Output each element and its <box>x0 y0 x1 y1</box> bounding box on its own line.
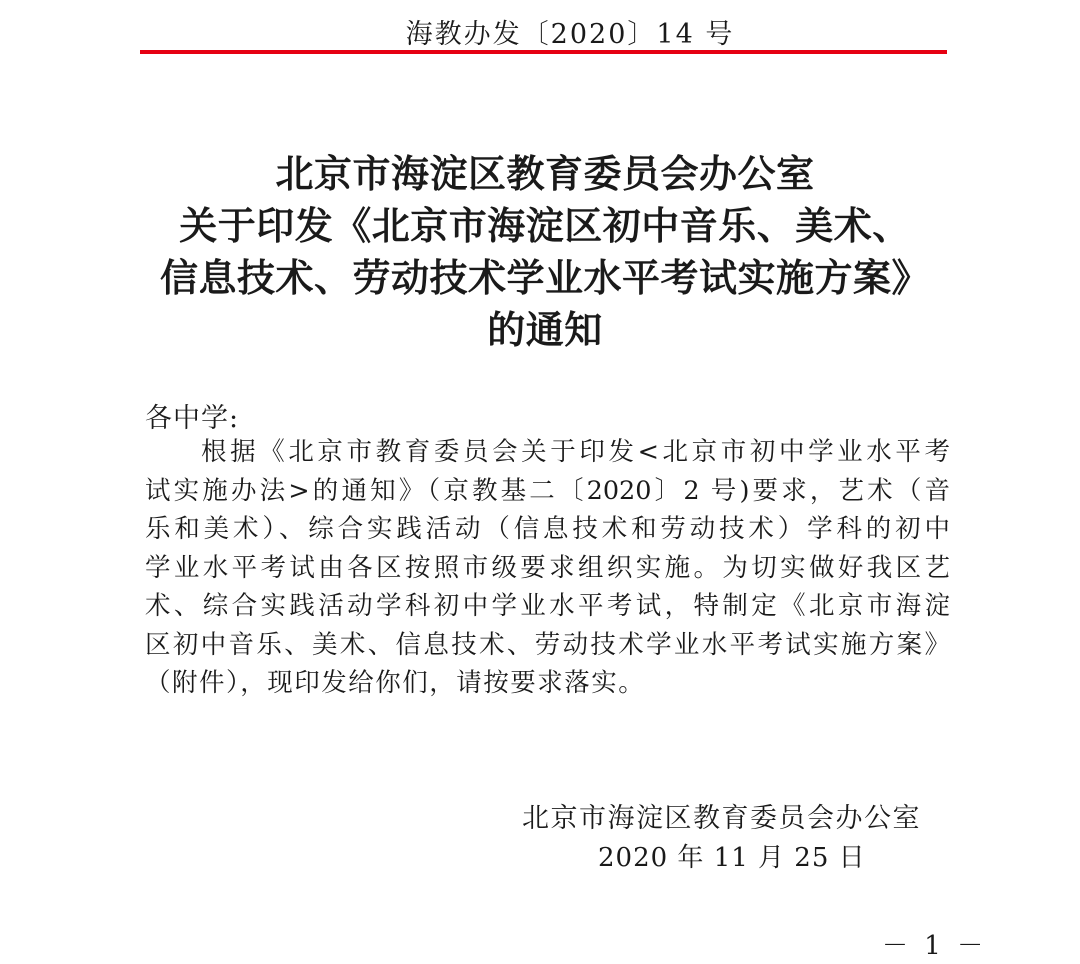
salutation: 各中学: <box>145 403 240 434</box>
document-number: 海教办发〔2020〕14 号 <box>405 19 735 50</box>
body-line: 学业水平考试由各区按照市级要求组织实施。为切实做好我区艺 <box>145 552 950 583</box>
title-line-2: 关于印发《北京市海淀区初中音乐、美术、 <box>179 204 911 248</box>
title-line-3: 信息技术、劳动技术学业水平考试实施方案》 <box>159 256 930 300</box>
title-line-1: 北京市海淀区教育委员会办公室 <box>275 152 815 196</box>
signature-issuer: 北京市海淀区教育委员会办公室 <box>522 803 921 834</box>
red-header-rule <box>140 50 947 54</box>
body-line: （附件），现印发给你们，请按要求落实。 <box>145 668 646 698</box>
body-line: 术、综合实践活动学科初中学业水平考试，特制定《北京市海淀 <box>145 591 950 621</box>
document-title <box>130 148 960 356</box>
body-paragraph <box>145 433 950 703</box>
body-line: 区初中音乐、美术、信息技术、劳动技术学业水平考试实施方案》 <box>145 629 950 660</box>
body-line: 试实施办法>的通知》（京教基二〔2020〕2 号)要求，艺术（音 <box>145 475 950 506</box>
page-number: － 1 － <box>882 931 988 961</box>
body-line: 根据《北京市教育委员会关于印发<北京市初中学业水平考 <box>201 437 950 467</box>
title-line-4: 的通知 <box>487 308 603 352</box>
signature-date: 2020 年 11 月 25 日 <box>598 843 866 873</box>
body-line: 乐和美术）、综合实践活动（信息技术和劳动技术）学科的初中 <box>145 514 950 544</box>
